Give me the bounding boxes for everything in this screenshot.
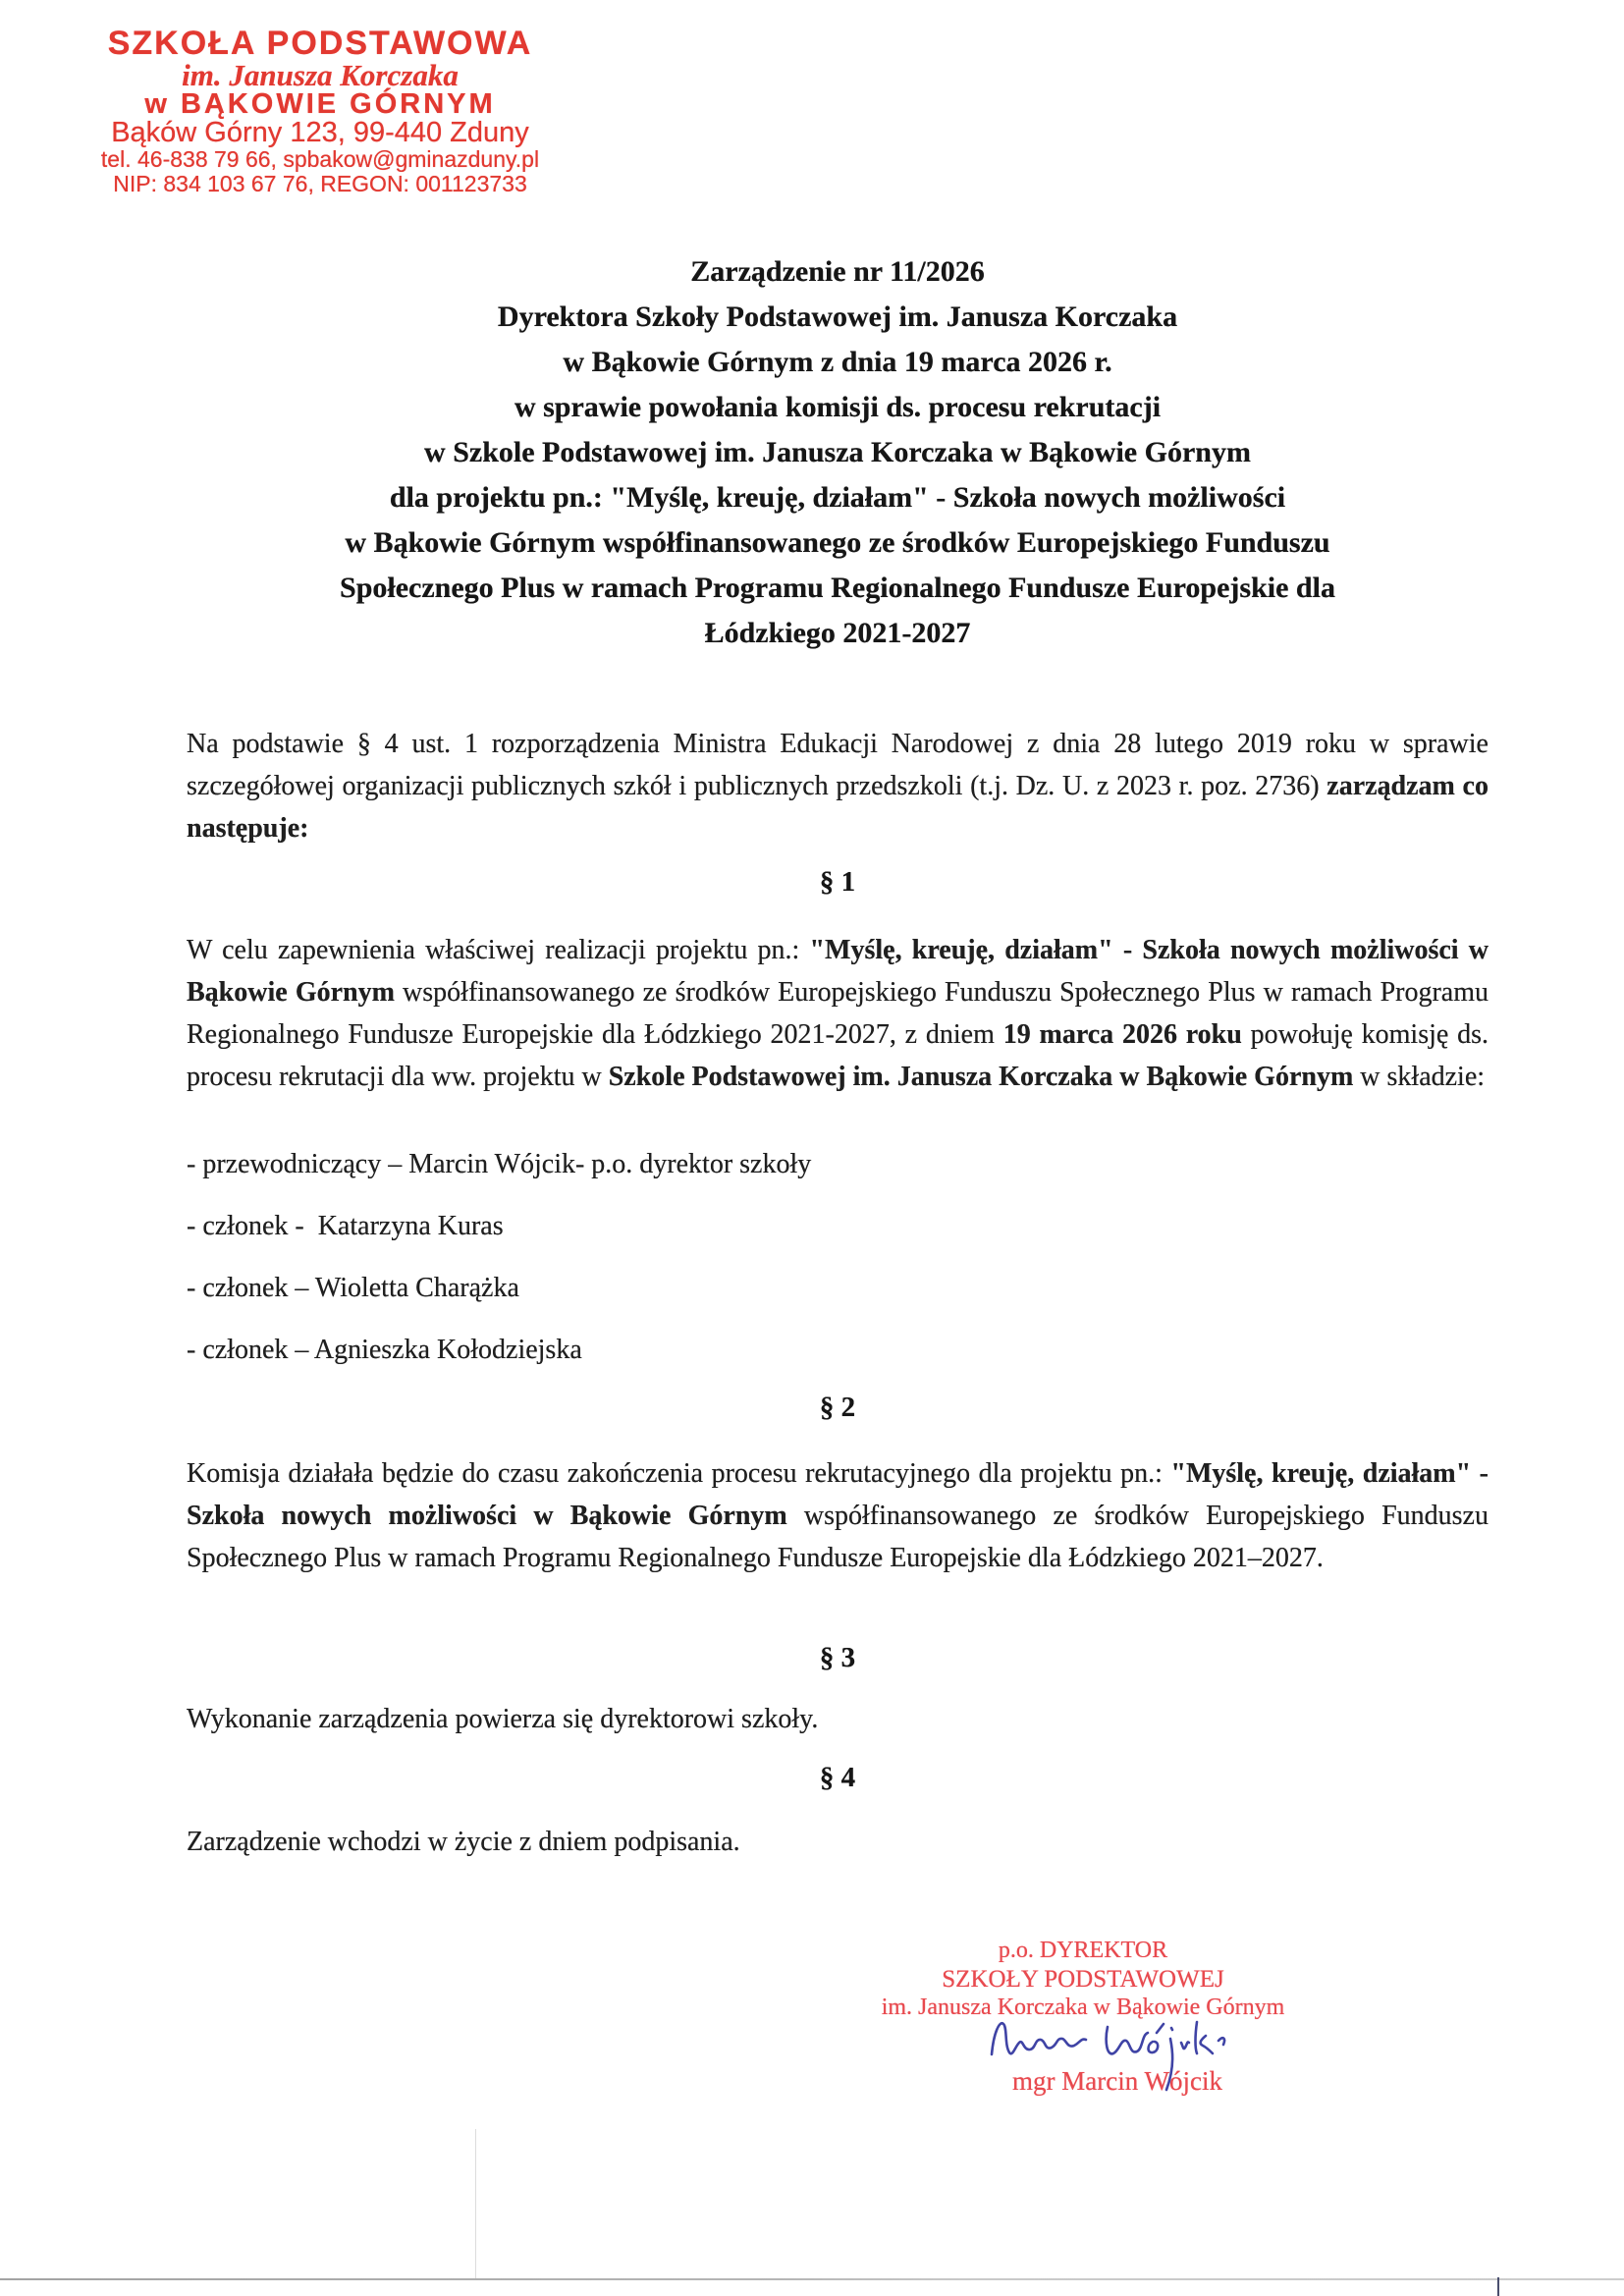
title-line: w sprawie powołania komisji ds. procesu rekrutacji xyxy=(514,391,1162,423)
handwritten-signature xyxy=(982,2005,1253,2096)
committee-member: - członek – Agnieszka Kołodziejska xyxy=(187,1335,582,1365)
signatory-institution-patron: im. Janusza Korczaka w Bąkowie Górnym xyxy=(881,1995,1285,2020)
title-line: dla projektu pn.: "Myślę, kreuję, działam" - Szkoła nowych możliwości xyxy=(389,481,1286,514)
scan-artifact-tick xyxy=(1497,2277,1499,2296)
committee-member-list xyxy=(187,1143,1489,1371)
signatory-name: mgr Marcin Wójcik xyxy=(1012,2066,1222,2096)
legal-basis-paragraph xyxy=(187,723,1489,849)
title-line: Zarządzenie nr 11/2026 xyxy=(690,255,985,288)
scan-artifact-vertical-line xyxy=(475,2129,476,2278)
section-2-mark: § 2 xyxy=(819,1392,856,1423)
title-line: w Bąkowie Górnym współfinansowanego ze środków Europejskiego Funduszu xyxy=(345,526,1330,559)
paragraph-text: współfinansowanego ze środków Europejskiego Funduszu Społecznego Plus w ramach Programu Regionalnego Fundusze Europejskie dla Łódzkiego 2021-2027, z dniem xyxy=(187,977,1489,1050)
section-3-mark: § 3 xyxy=(819,1642,856,1673)
paragraph-text-bold: 19 marca 2026 roku xyxy=(1002,1019,1242,1050)
stamp-school-name: SZKOŁA PODSTAWOWA xyxy=(107,25,533,62)
paragraph-text-bold: "Myślę, kreuję, działam" - Szkoła nowych możliwości w Bąkowie Górnym xyxy=(187,935,1489,1008)
section-1-paragraph xyxy=(187,929,1489,1098)
paragraph-text: Na podstawie § 4 ust. 1 rozporządzenia Ministra Edukacji Narodowej z dnia 28 lutego 2019 roku w sprawie szczegółowej organizacji publicznych szkół i publicznych przedszkoli (t.j. Dz. U. z 2023 r. poz. 2736) xyxy=(187,729,1489,801)
paragraph-text-bold: zarządzam co następuje: xyxy=(187,771,1489,844)
title-line: Dyrektora Szkoły Podstawowej im. Janusza Korczaka xyxy=(497,301,1178,333)
paragraph-text: powołuję komisję ds. procesu rekrutacji dla ww. projektu w xyxy=(187,1019,1489,1092)
section-3-paragraph: Wykonanie zarządzenia powierza się dyrektorowi szkoły. xyxy=(187,1704,819,1734)
paragraph-text-bold: "Myślę, kreuję, działam" - Szkoła nowych możliwości w Bąkowie Górnym xyxy=(187,1458,1489,1531)
stamp-contact: tel. 46-838 79 66, spbakow@gminazduny.pl xyxy=(100,146,540,172)
title-line: w Bąkowie Górnym z dnia 19 marca 2026 r. xyxy=(563,346,1112,378)
paragraph-text: współfinansowanego ze środków Europejskiego Funduszu Społecznego Plus w ramach Programu Regionalnego Fundusze Europejskie dla Łódzkiego 2021–2027. xyxy=(187,1501,1489,1573)
title-line: Społecznego Plus w ramach Programu Regionalnego Fundusze Europejskie dla xyxy=(340,572,1335,604)
section-4-mark: § 4 xyxy=(819,1762,856,1793)
title-line: w Szkole Podstawowej im. Janusza Korczaka w Bąkowie Górnym xyxy=(424,436,1251,468)
signatory-institution: SZKOŁY PODSTAWOWEJ xyxy=(942,1966,1224,1993)
school-stamp xyxy=(86,26,554,196)
paragraph-text: Komisja działała będzie do czasu zakończenia procesu rekrutacyjnego dla projektu pn.: xyxy=(187,1458,1171,1489)
committee-member: - członek - Katarzyna Kuras xyxy=(187,1211,504,1241)
committee-member: - członek – Wioletta Charążka xyxy=(187,1273,519,1303)
scan-artifact-bottom-line xyxy=(0,2278,1624,2280)
committee-member: - przewodniczący – Marcin Wójcik- p.o. dyrektor szkoły xyxy=(187,1149,812,1179)
section-2-paragraph xyxy=(187,1452,1489,1579)
paragraph-text: w składzie: xyxy=(1353,1062,1486,1092)
stamp-locality: w BĄKOWIE GÓRNYM xyxy=(144,88,496,120)
signatory-role: p.o. DYREKTOR xyxy=(998,1938,1168,1963)
paragraph-text-bold: Szkole Podstawowej im. Janusza Korczaka w Bąkowie Górnym xyxy=(608,1062,1354,1092)
section-1-mark: § 1 xyxy=(819,866,856,898)
document-title xyxy=(187,249,1489,656)
stamp-address: Bąków Górny 123, 99-440 Zduny xyxy=(111,117,529,148)
paragraph-text: W celu zapewnienia właściwej realizacji projektu pn.: xyxy=(187,935,810,965)
stamp-nip-regon: NIP: 834 103 67 76, REGON: 001123733 xyxy=(113,171,527,196)
stamp-patron-name: im. Janusza Korczaka xyxy=(182,58,459,92)
section-4-paragraph: Zarządzenie wchodzi w życie z dniem podpisania. xyxy=(187,1827,740,1857)
title-line: Łódzkiego 2021-2027 xyxy=(704,617,971,649)
